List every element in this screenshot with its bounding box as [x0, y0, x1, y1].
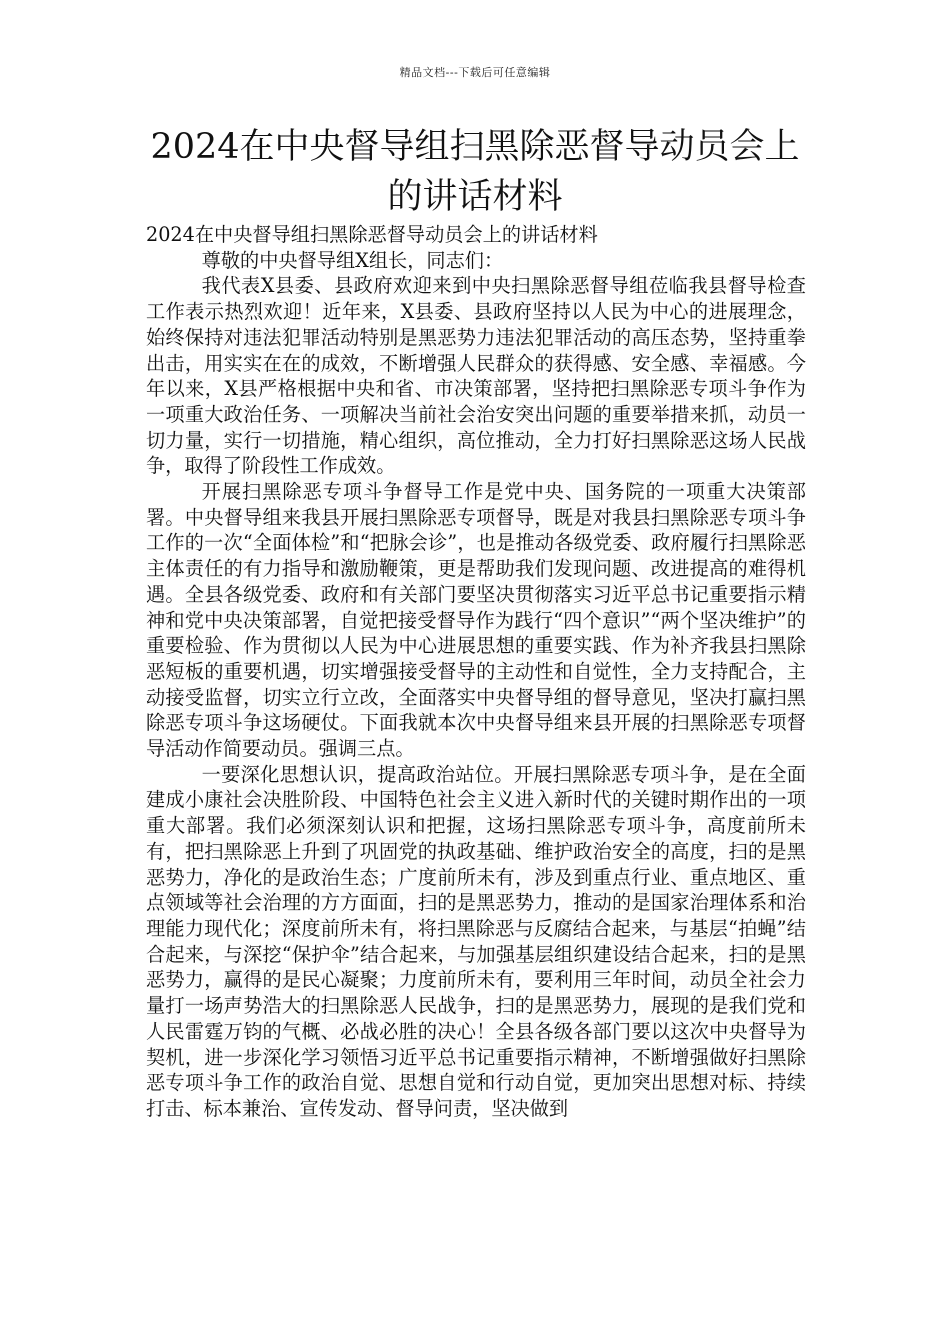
document-title: 2024在中央督导组扫黑除恶督导动员会上的讲话材料 [150, 127, 800, 217]
page-header-note: 精品文档---下载后可任意编辑 [399, 66, 551, 79]
paragraph-welcome: 我代表X县委、县政府欢迎来到中央扫黑除恶督导组莅临我县督导检查工作表示热烈欢迎！近年来，X县委、县政府坚持以人民为中心的进展理念，始终保持对违法犯罪活动特别是黑恶势力违法犯罪活动的高压态势，坚持重拳出击，用实实在在的成效，不断增强人民群众的获得感、安全感、幸福感。今年以来，X县严格根据中央和省、市决策部署，坚持把扫黑除恶专项斗争作为一项重大政治任务、一项解决当前社会治安突出问题的重要举措来抓，动员一切力量，实行一切措施，精心组织，高位推动，全力打好扫黑除恶这场人民战争，取得了阶段性工作成效。 [146, 274, 806, 478]
paragraph-point-one: 一要深化思想认识，提高政治站位。开展扫黑除恶专项斗争，是在全面建成小康社会决胜阶段、中国特色社会主义进入新时代的关键时期作出的一项重大部署。我们必须深刻认识和把握，这场扫黑除恶专项斗争，高度前所未有，把扫黑除恶上升到了巩固党的执政基础、维护政治安全的高度，扫的是黑恶势力，净化的是政治生态；广度前所未有，涉及到重点行业、重点地区、重点领域等社会治理的方方面面，扫的是黑恶势力，推动的是国家治理体系和治理能力现代化；深度前所未有，将扫黑除恶与反腐结合起来，与基层“拍蝇”结合起来，与深挖“保护伞”结合起来，与加强基层组织建设结合起来，扫的是黑恶势力，赢得的是民心凝聚；力度前所未有，要利用三年时间，动员全社会力量打一场声势浩大的扫黑除恶人民战争，扫的是黑恶势力，展现的是我们党和人民雷霆万钧的气概、必战必胜的决心！全县各级各部门要以这次中央督导为契机，进一步深化学习领悟习近平总书记重要指示精神，不断增强做好扫黑除恶专项斗争工作的政治自觉、思想自觉和行动自觉，更加突出思想对标、持续打击、标本兼治、宣传发动、督导问责，坚决做到 [146, 762, 806, 1120]
paragraph-supervision: 开展扫黑除恶专项斗争督导工作是党中央、国务院的一项重大决策部署。中央督导组来我县开展扫黑除恶专项督导，既是对我县扫黑除恶专项斗争工作的一次“全面体检”和“把脉会诊”，也是推动各级党委、政府履行扫黑除恶主体责任的有力指导和激励鞭策，更是帮助我们发现问题、改进提高的难得机遇。全县各级党委、政府和有关部门要坚决贯彻落实习近平总书记重要指示精神和党中央决策部署，自觉把接受督导作为践行“四个意识”“两个坚决维护”的重要检验、作为贯彻以人民为中心进展思想的重要实践、作为补齐我县扫黑除恶短板的重要机遇，切实增强接受督导的主动性和自觉性，全力支持配合，主动接受监督，切实立行立改，全面落实中央督导组的督导意见，坚决打赢扫黑除恶专项斗争这场硬仗。下面我就本次中央督导组来县开展的扫黑除恶专项督导活动作简要动员。强调三点。 [146, 480, 806, 761]
document-subtitle: 2024在中央督导组扫黑除恶督导动员会上的讲话材料 [146, 223, 598, 246]
document-body [146, 222, 806, 1122]
salutation: 尊敬的中央督导组X组长，同志们： [201, 248, 504, 272]
